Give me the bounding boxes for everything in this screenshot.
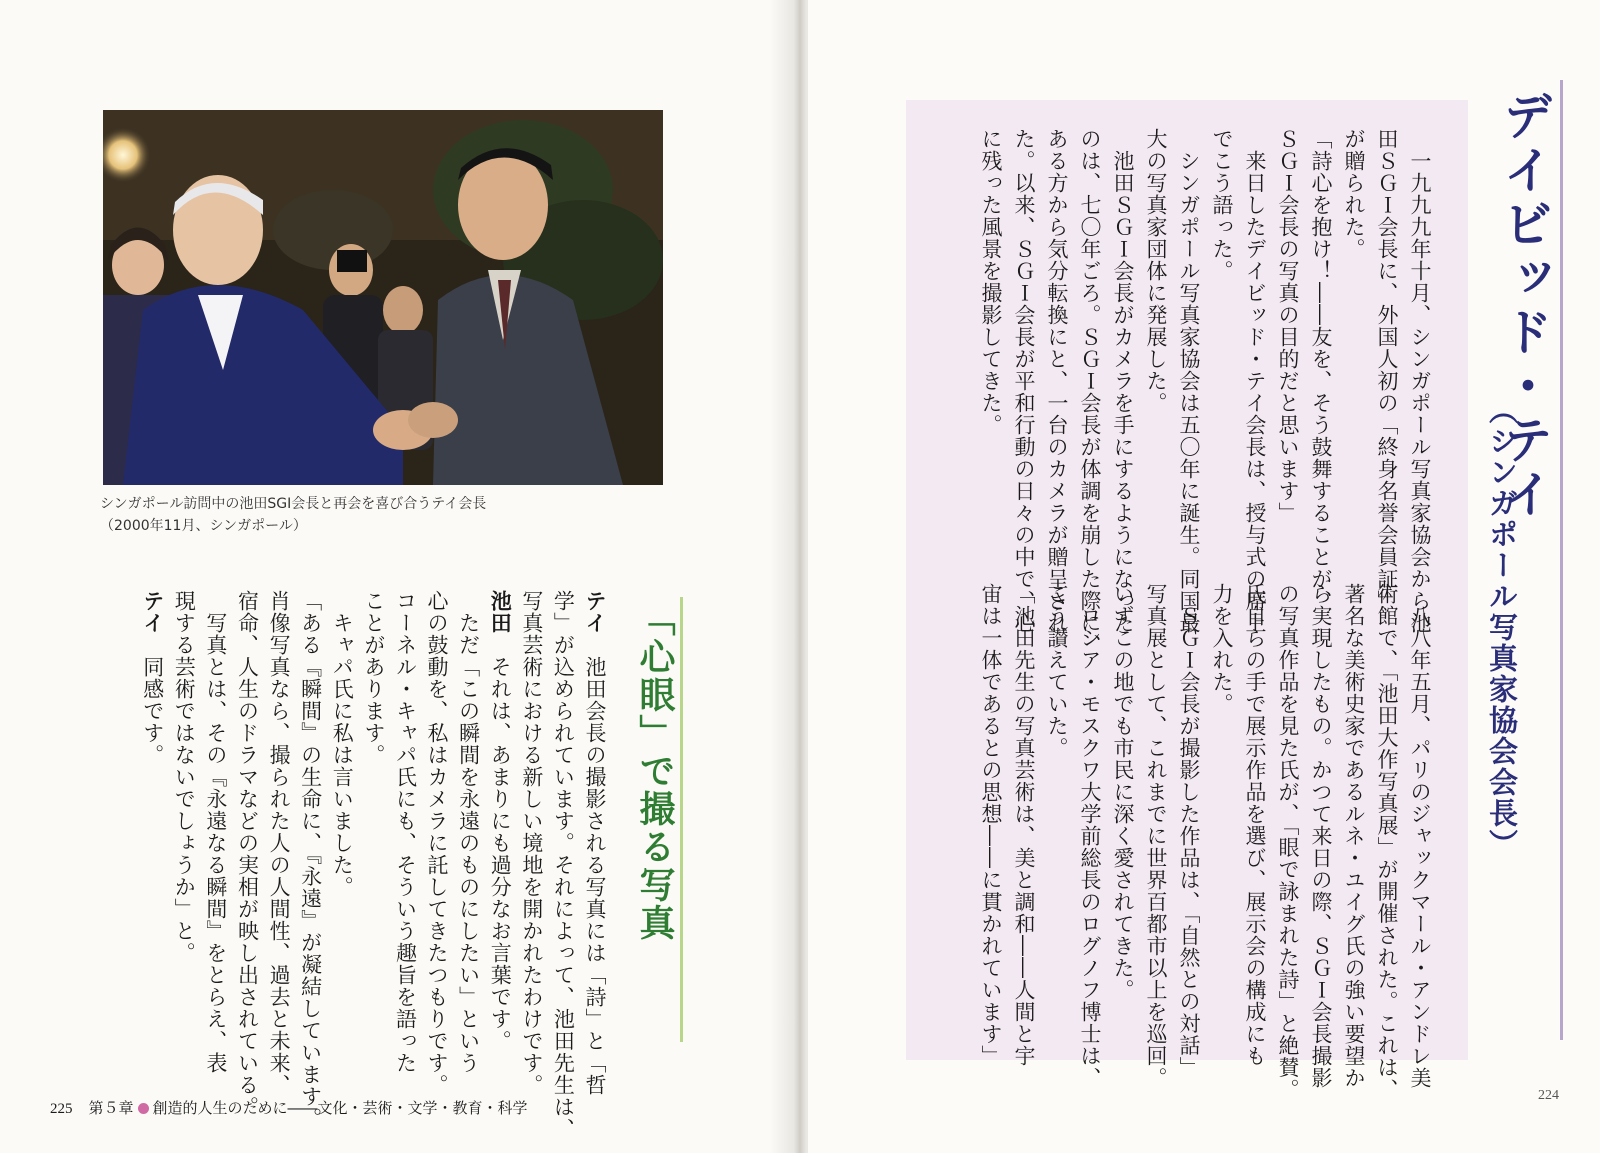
paragraph-line: 一九九九年十月、シンガポール写真家協会から池: [1408, 128, 1432, 634]
paragraph-line: 池田ＳＧＩ会長がカメラを手にするようになった: [1111, 128, 1135, 634]
paragraph-line: ら実現したもの。かつて来日の際、ＳＧＩ会長撮影: [1309, 583, 1333, 1089]
speaker-label: テイ: [583, 590, 607, 634]
paragraph-line: 力を入れた。: [1210, 583, 1234, 715]
paragraph-line: ＳＧＩ会長が撮影した作品は、「自然との対話」: [1177, 583, 1201, 1079]
section-heading: 「心眼」で撮る写真: [634, 600, 675, 942]
left-footer: [50, 1097, 528, 1118]
paragraph-line: の写真作品を見た氏が、「眼で詠まれた詩」と絶賛。: [1276, 583, 1300, 1101]
paragraph-line: ＳＧＩ会長の写真の目的だと思います」: [1276, 128, 1300, 524]
caption-line-1: シンガポール訪問中の池田SGI会長と再会を喜び合うテイ会長: [100, 496, 487, 512]
paragraph-line: でこう語った。: [1210, 128, 1234, 282]
page-number-left: 225: [50, 1101, 73, 1117]
dialogue-line: 「ある『瞬間』の生命に、『永遠』が凝結しています。: [298, 590, 323, 1130]
photo-caption: [100, 493, 680, 537]
speaker-label: 池田: [488, 590, 513, 634]
dialogue-line: 肖像写真なら、撮られた人の人間性、過去と未来、: [267, 590, 292, 1096]
article-body-lower: [916, 583, 1436, 1101]
paragraph-line: 宙は一体であるとの思想――に貫かれています」: [979, 583, 1003, 1067]
paragraph-line: 大の写真家団体に発展した。: [1144, 128, 1168, 414]
paragraph-line: が贈られた。: [1342, 128, 1366, 260]
dialogue-line: キャパ氏に私は言いました。: [330, 590, 355, 898]
dialogue-text: 池田会長の撮影される写真には「詩」と「哲: [583, 634, 607, 1096]
paragraph-line: 「詩心を抱け！――友を、そう鼓舞することが、: [1309, 128, 1333, 612]
paragraph-line: 田ＳＧＩ会長に、外国人初の「終身名誉会員証」: [1375, 128, 1399, 612]
dialogue-line: ことがあります。: [361, 590, 386, 766]
chapter-label: 第５章: [88, 1099, 134, 1117]
paragraph-line: いずこの地でも市民に深く愛されてきた。: [1111, 583, 1135, 1001]
dialogue-line: 現する芸術ではないでしょうか」と。: [172, 590, 197, 964]
dialogue-line: コーネル・キャパ氏にも、そういう趣旨を語った: [393, 590, 418, 1074]
dialogue-line: 写真とは、その『永遠なる瞬間』をとらえ、表: [203, 590, 228, 1074]
dialogue-line: [578, 590, 610, 1096]
photo: [103, 110, 663, 485]
dialogue-line: [484, 590, 516, 1060]
paragraph-line: こう讃えていた。: [1045, 583, 1069, 759]
left-page: [0, 0, 790, 1153]
dialogue-line: 学」が込められています。それによって、池田先生は、: [551, 590, 576, 1140]
dialogue-line: [136, 590, 168, 1060]
paragraph-line: に残った風景を撮影してきた。: [979, 128, 1003, 436]
title-rule: [1560, 80, 1563, 1040]
dialogue-line: 写真芸術における新しい境地を開かれたわけです。: [519, 590, 544, 1096]
caption-line-2: （2000年11月、シンガポール）: [100, 518, 307, 534]
paragraph-line: のは、七〇年ごろ。ＳＧＩ会長が体調を崩した際に、: [1078, 128, 1102, 656]
paragraph-line: た。以来、ＳＧＩ会長が平和行動の日々の中で、心: [1012, 128, 1036, 634]
heading-rule: [680, 597, 683, 1042]
paragraph-line: 著名な美術史家であるルネ・ユイグ氏の強い要望か: [1342, 583, 1366, 1089]
paragraph-line: 術館で、「池田大作写真展」が開催された。これは、: [1375, 583, 1399, 1101]
article-title: デイビッド・テイ: [1495, 90, 1553, 522]
page-number-right: 224: [1538, 1088, 1559, 1103]
paragraph-line: 「池田先生の写真芸術は、美と調和――人間と宇: [1012, 583, 1036, 1067]
chapter-title: 創造的人生のために――文化・芸術・文学・教育・科学: [152, 1099, 528, 1117]
dialogue-line: 心の鼓動を、私はカメラに託してきたつもりです。: [425, 590, 450, 1096]
paragraph-line: 来日したデイビッド・テイ会長は、授与式の席上: [1243, 128, 1267, 634]
paragraph-line: 写真展として、これまでに世界百都市以上を巡回。: [1144, 583, 1168, 1089]
article-subtitle: （シンガポール写真家協会会長）: [1485, 395, 1519, 860]
paragraph-line: 氏自らの手で展示作品を選び、展示会の構成にも: [1243, 583, 1267, 1067]
chapter-bullet-icon: [138, 1103, 149, 1114]
dialogue-line: 宿命、人生のドラマなどの実相が映し出されている。: [235, 590, 260, 1118]
paragraph-line: 八八年五月、パリのジャックマール・アンドレ美: [1408, 583, 1432, 1089]
speaker-label: テイ: [140, 590, 165, 634]
article-subtitle-block: [1482, 395, 1523, 860]
paragraph-line: シンガポール写真家協会は五〇年に誕生。同国最: [1177, 128, 1201, 634]
dialogue-text: 同感です。: [140, 634, 165, 766]
dialogue-line: ただ「この瞬間を永遠のものにしたい」という: [456, 590, 481, 1074]
dialogue-text: それは、あまりにも過分なお言葉です。: [488, 634, 513, 1052]
photo-illustration: [103, 110, 663, 485]
paragraph-line: ロシア・モスクワ大学前総長のログノフ博士は、: [1078, 583, 1102, 1089]
paragraph-line: ある方から気分転換にと、一台のカメラが贈呈され: [1045, 128, 1069, 634]
